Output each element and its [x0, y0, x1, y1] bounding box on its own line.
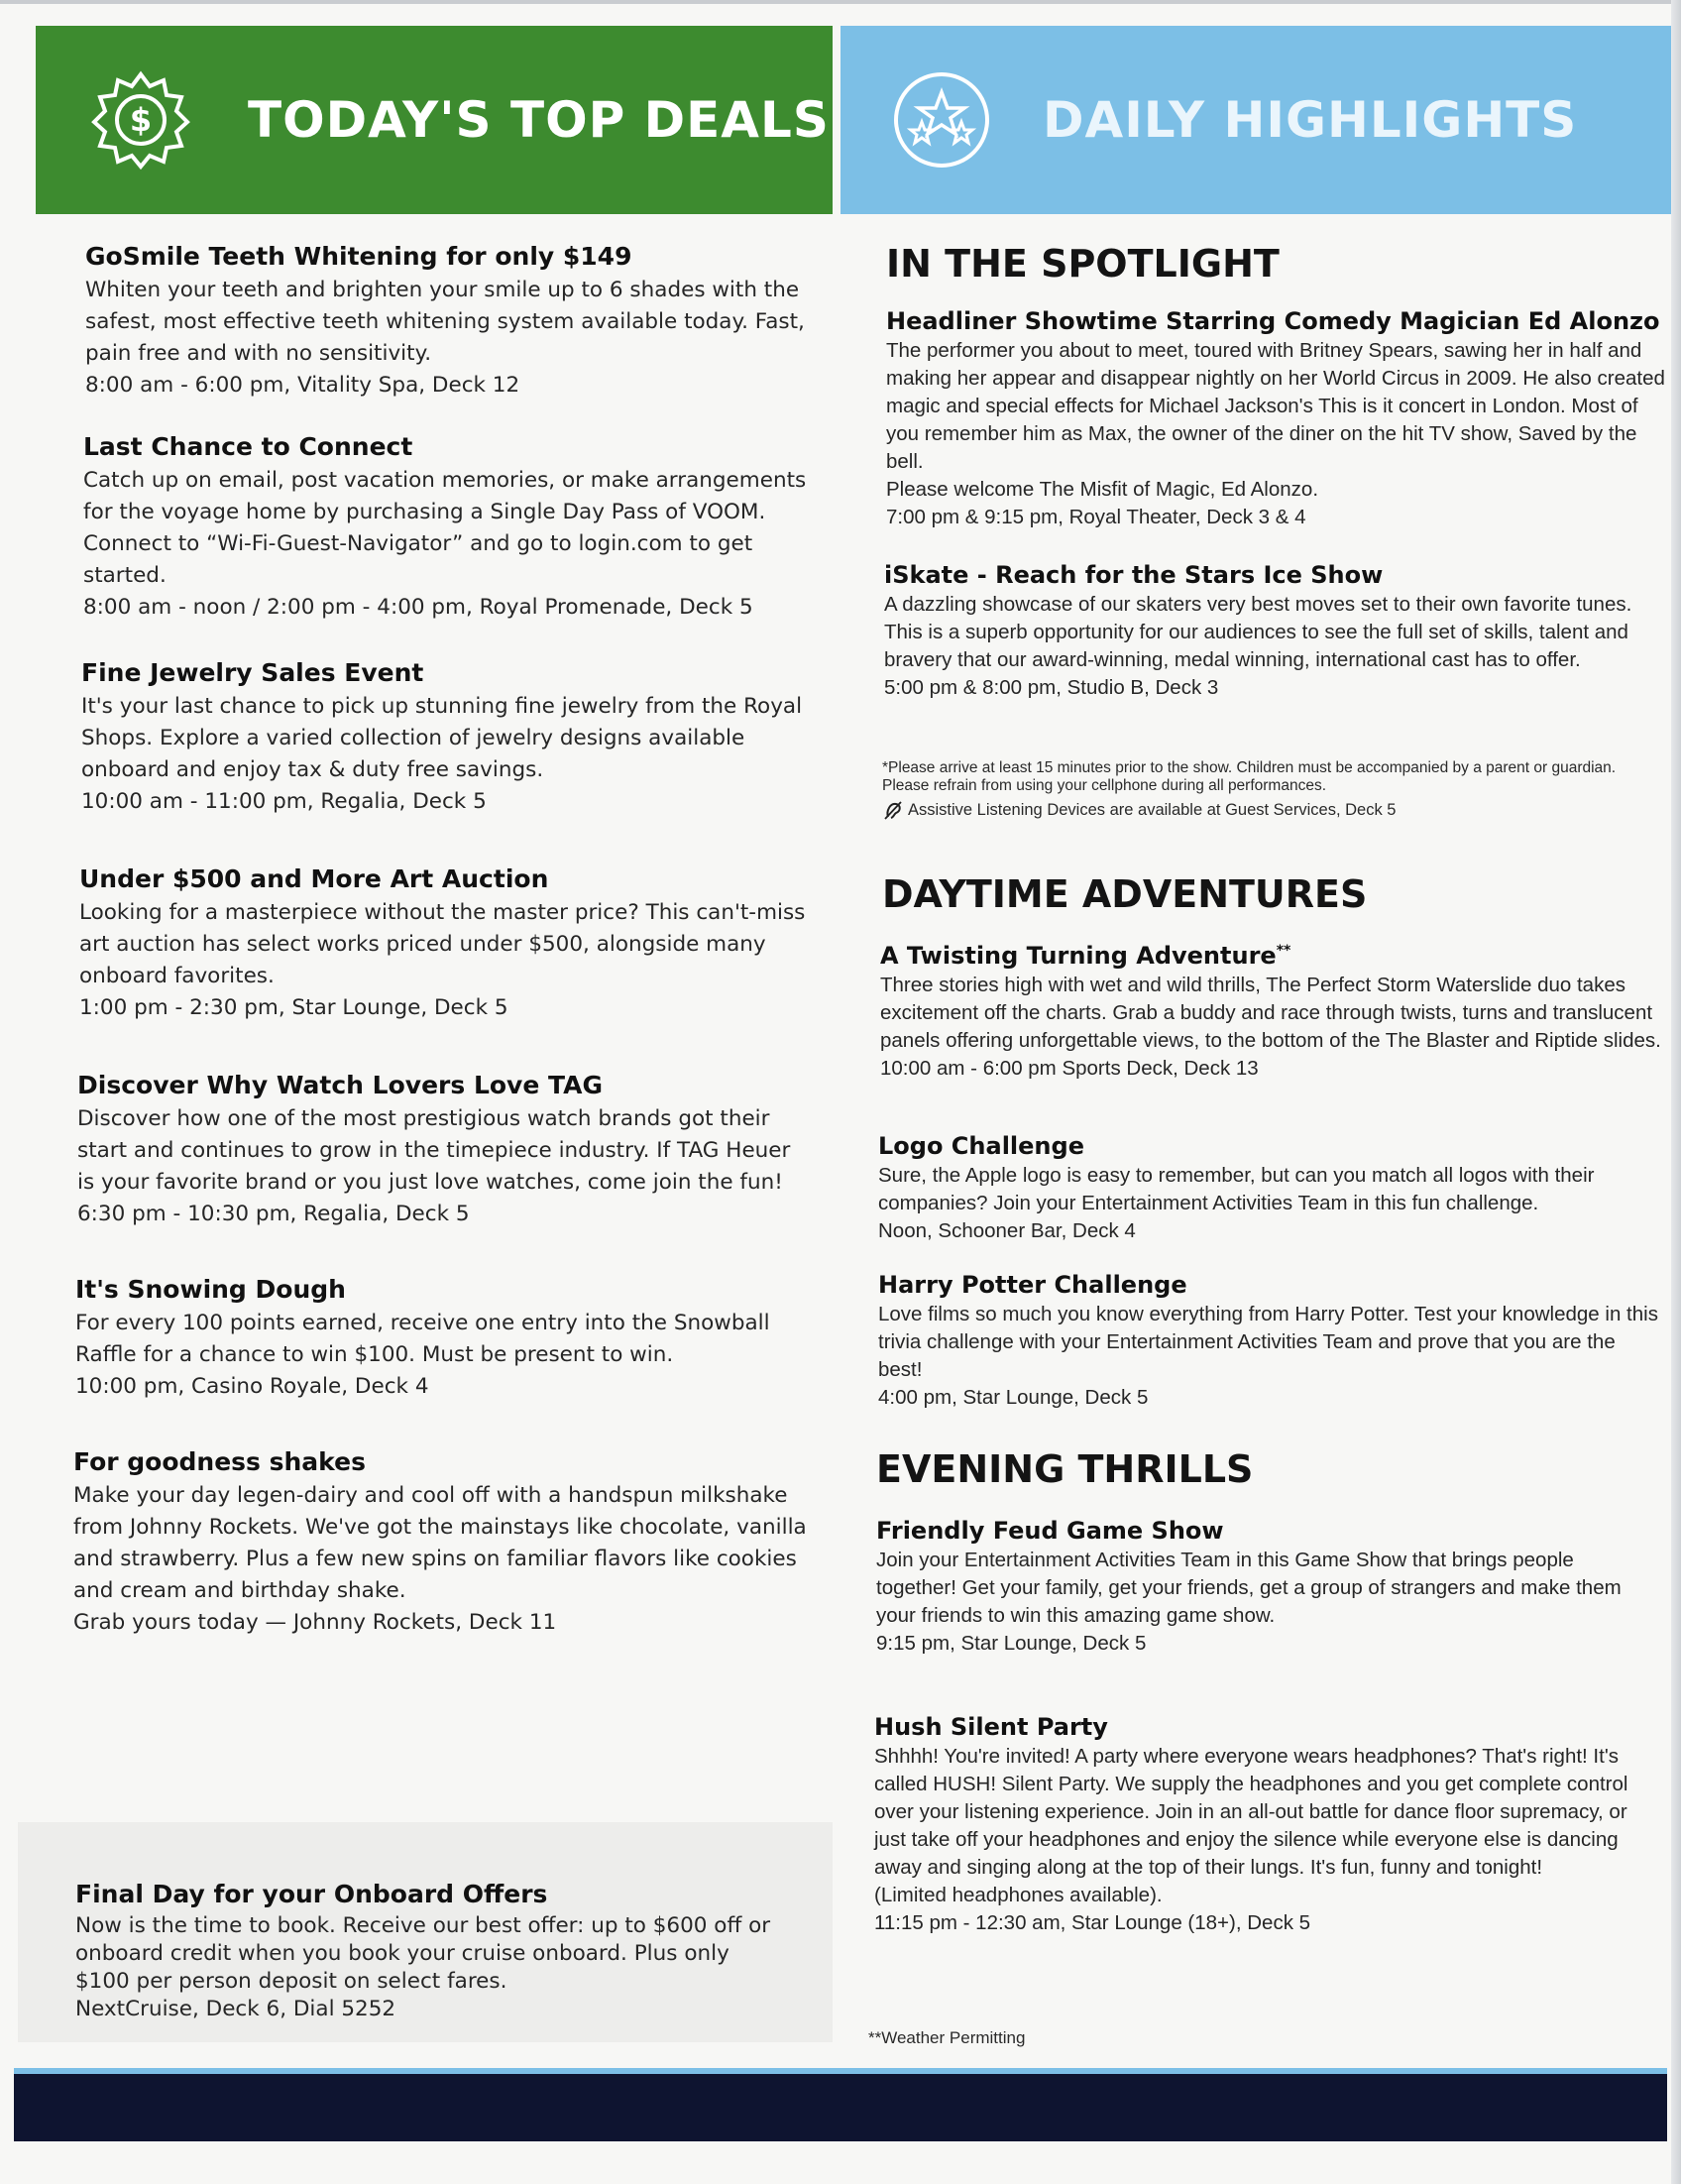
- deal-title: Fine Jewelry Sales Event: [81, 658, 424, 687]
- top-deals-list: [0, 0, 813, 1685]
- deal-time-location: Grab yours today — Johnny Rockets, Deck 11: [73, 1610, 557, 1635]
- deal-title: GoSmile Teeth Whitening for only $149: [85, 242, 632, 271]
- stars-badge-icon: [892, 70, 991, 170]
- event-title: Headliner Showtime Starring Comedy Magician Ed Alonzo: [886, 307, 1660, 335]
- event-time-location: 10:00 am - 6:00 pm Sports Deck, Deck 13: [880, 1057, 1259, 1080]
- footer-stripe: [14, 2068, 1667, 2074]
- deal-description: It's your last chance to pick up stunning fine jewelry from the Royal Shops. Explore a varied collection of jewelry designs available onboard and enjoy tax & duty free savings.: [81, 694, 803, 782]
- evening-event: [874, 1713, 1657, 1937]
- event-time-location: 7:00 pm & 9:15 pm, Royal Theater, Deck 3 & 4: [886, 506, 1306, 528]
- weather-footnote: **Weather Permitting: [868, 2028, 1026, 2047]
- deal-description: Whiten your teeth and brighten your smile up to 6 shades with the safest, most effective teeth whitening system available today. Fast, pain free and with no sensitivity.: [85, 278, 805, 366]
- svg-text:$: $: [129, 101, 153, 139]
- event-description: The performer you about to meet, toured with Britney Spears, sawing her in half and making her appear and disappear nightly on her World Circus in 2009. He also created magic and special effects for Michael Jackson's This is it concert in London. Most of you remember him as Max, the owner of the diner on the hit TV show, Saved by the bell.: [886, 339, 1665, 473]
- hearing-assist-icon: [882, 799, 904, 821]
- deal-description: Discover how one of the most prestigious watch brands got their start and continues to grow in the timepiece industry. If TAG Heuer is your favorite brand or you just love watches, come join the fun!: [77, 1106, 791, 1195]
- evening-heading: EVENING THRILLS: [876, 1447, 1254, 1491]
- event-title: Friendly Feud Game Show: [876, 1517, 1224, 1545]
- final-offer-title: Final Day for your Onboard Offers: [75, 1880, 548, 1908]
- event-time-location: 9:15 pm, Star Lounge, Deck 5: [876, 1632, 1147, 1655]
- deal-title: Discover Why Watch Lovers Love TAG: [77, 1071, 603, 1099]
- deal-item: [73, 1447, 807, 1639]
- assistive-listening-line: [882, 799, 1645, 821]
- footer-bar: [14, 2068, 1667, 2141]
- top-deals-title: TODAY'S TOP DEALS: [248, 91, 830, 149]
- event-extra: (Limited headphones available).: [874, 1884, 1163, 1906]
- event-description: Three stories high with wet and wild thrills, The Perfect Storm Waterslide duo takes excitement off the charts. Grab a buddy and race through twists, turns and translucent panels offering unforgettable views, to the bottom of the The Blaster and Riptide slides.: [880, 974, 1661, 1052]
- deal-time-location: 10:00 pm, Casino Royale, Deck 4: [75, 1374, 429, 1399]
- spotlight-heading: IN THE SPOTLIGHT: [886, 242, 1280, 286]
- spotlight-event: [886, 307, 1669, 531]
- deal-description: Make your day legen-dairy and cool off with a handspun milkshake from Johnny Rockets. We've got the mainstays like chocolate, vanilla and strawberry. Plus a few new spins on familiar flavors like cookies and cream and birthday shake.: [73, 1483, 807, 1603]
- daily-highlights-banner: [840, 26, 1671, 214]
- deal-time-location: 1:00 pm - 2:30 pm, Star Lounge, Deck 5: [79, 995, 508, 1020]
- event-description: Sure, the Apple logo is easy to remember, but can you match all logos with their companies? Join your Entertainment Activities Team in this fun challenge.: [878, 1164, 1595, 1214]
- spotlight-note: [882, 759, 1645, 821]
- deal-item: [85, 242, 819, 402]
- deal-item: [81, 658, 815, 818]
- deal-item: [83, 432, 817, 624]
- show-arrival-note: *Please arrive at least 15 minutes prior to the show. Children must be accompanied by a parent or guardian. Please refrain from using your cellphone during all performances.: [882, 759, 1617, 794]
- event-title: iSkate - Reach for the Stars Ice Show: [884, 561, 1384, 589]
- deal-description: Looking for a masterpiece without the master price? This can't-miss art auction has select works priced under $500, alongside many onboard favorites.: [79, 900, 806, 988]
- final-offer-location: NextCruise, Deck 6, Dial 5252: [75, 1997, 396, 2021]
- deal-item: [77, 1071, 811, 1230]
- deal-title: It's Snowing Dough: [75, 1275, 346, 1304]
- event-time-location: 11:15 pm - 12:30 am, Star Lounge (18+), Deck 5: [874, 1911, 1311, 1934]
- event-title-text: A Twisting Turning Adventure: [880, 942, 1277, 970]
- deal-time-location: 6:30 pm - 10:30 pm, Regalia, Deck 5: [77, 1202, 470, 1226]
- deal-item: [75, 1275, 809, 1403]
- daily-highlights-title: DAILY HIGHLIGHTS: [1043, 91, 1578, 149]
- deal-title: Under $500 and More Art Auction: [79, 864, 549, 893]
- event-title: Logo Challenge: [878, 1132, 1084, 1160]
- deal-title: For goodness shakes: [73, 1447, 366, 1476]
- deal-item: [79, 864, 813, 1024]
- daytime-event: [880, 942, 1663, 1083]
- event-description: Love films so much you know everything from Harry Potter. Test your knowledge in this trivia challenge with your Entertainment Activities Team and prove that you are the best!: [878, 1303, 1658, 1381]
- deal-title: Last Chance to Connect: [83, 432, 413, 461]
- event-title: Hush Silent Party: [874, 1713, 1108, 1741]
- deal-description: Catch up on email, post vacation memories, or make arrangements for the voyage home by purchasing a Single Day Pass of VOOM. Connect to “Wi-Fi-Guest-Navigator” and go to login.com to get started.: [83, 468, 807, 588]
- event-description: Shhhh! You're invited! A party where everyone wears headphones? That's right! It's called HUSH! Silent Party. We supply the headphones and you get complete control over your listening experience. Join in an all-out battle for dance floor supremacy, or just take off your headphones and enjoy the silence while everyone else is dancing away and singing along at the top of their lungs. It's fun, funny and tonight!: [874, 1745, 1628, 1879]
- deal-time-location: 8:00 am - noon / 2:00 pm - 4:00 pm, Royal Promenade, Deck 5: [83, 595, 753, 620]
- event-time-location: Noon, Schooner Bar, Deck 4: [878, 1219, 1136, 1242]
- event-time-location: 4:00 pm, Star Lounge, Deck 5: [878, 1386, 1149, 1409]
- event-title: Harry Potter Challenge: [878, 1271, 1187, 1299]
- event-title: [880, 942, 1663, 970]
- daytime-event: [878, 1132, 1661, 1245]
- event-time-location: 5:00 pm & 8:00 pm, Studio B, Deck 3: [884, 676, 1219, 699]
- page-edge-shadow: [1671, 0, 1681, 2184]
- final-offer-description: Now is the time to book. Receive our best offer: up to $600 off or onboard credit when you book your cruise onboard. Plus only $100 per person deposit on select fares.: [75, 1913, 771, 1994]
- spotlight-event: [884, 561, 1667, 702]
- deal-description: For every 100 points earned, receive one entry into the Snowball Raffle for a chance to win $100. Must be present to win.: [75, 1311, 770, 1367]
- deal-time-location: 8:00 am - 6:00 pm, Vitality Spa, Deck 12: [85, 373, 520, 398]
- daytime-event: [878, 1271, 1661, 1412]
- event-extra: Please welcome The Misfit of Magic, Ed Alonzo.: [886, 478, 1319, 501]
- event-description: A dazzling showcase of our skaters very best moves set to their own favorite tunes. This is a superb opportunity for our audiences to see the full set of skills, talent and bravery that our award-winning, medal winning, international cast has to offer.: [884, 593, 1632, 671]
- daytime-heading: DAYTIME ADVENTURES: [882, 872, 1368, 916]
- event-description: Join your Entertainment Activities Team in this Game Show that brings people together! Get your family, get your friends, get a group of strangers and make them your friends to win this amazing game show.: [876, 1549, 1622, 1627]
- deal-time-location: 10:00 am - 11:00 pm, Regalia, Deck 5: [81, 789, 487, 814]
- evening-event: [876, 1517, 1659, 1658]
- final-offer: [75, 1880, 789, 2023]
- assistive-listening-text: Assistive Listening Devices are available at Guest Services, Deck 5: [908, 801, 1397, 819]
- weather-mark: **: [1276, 943, 1291, 959]
